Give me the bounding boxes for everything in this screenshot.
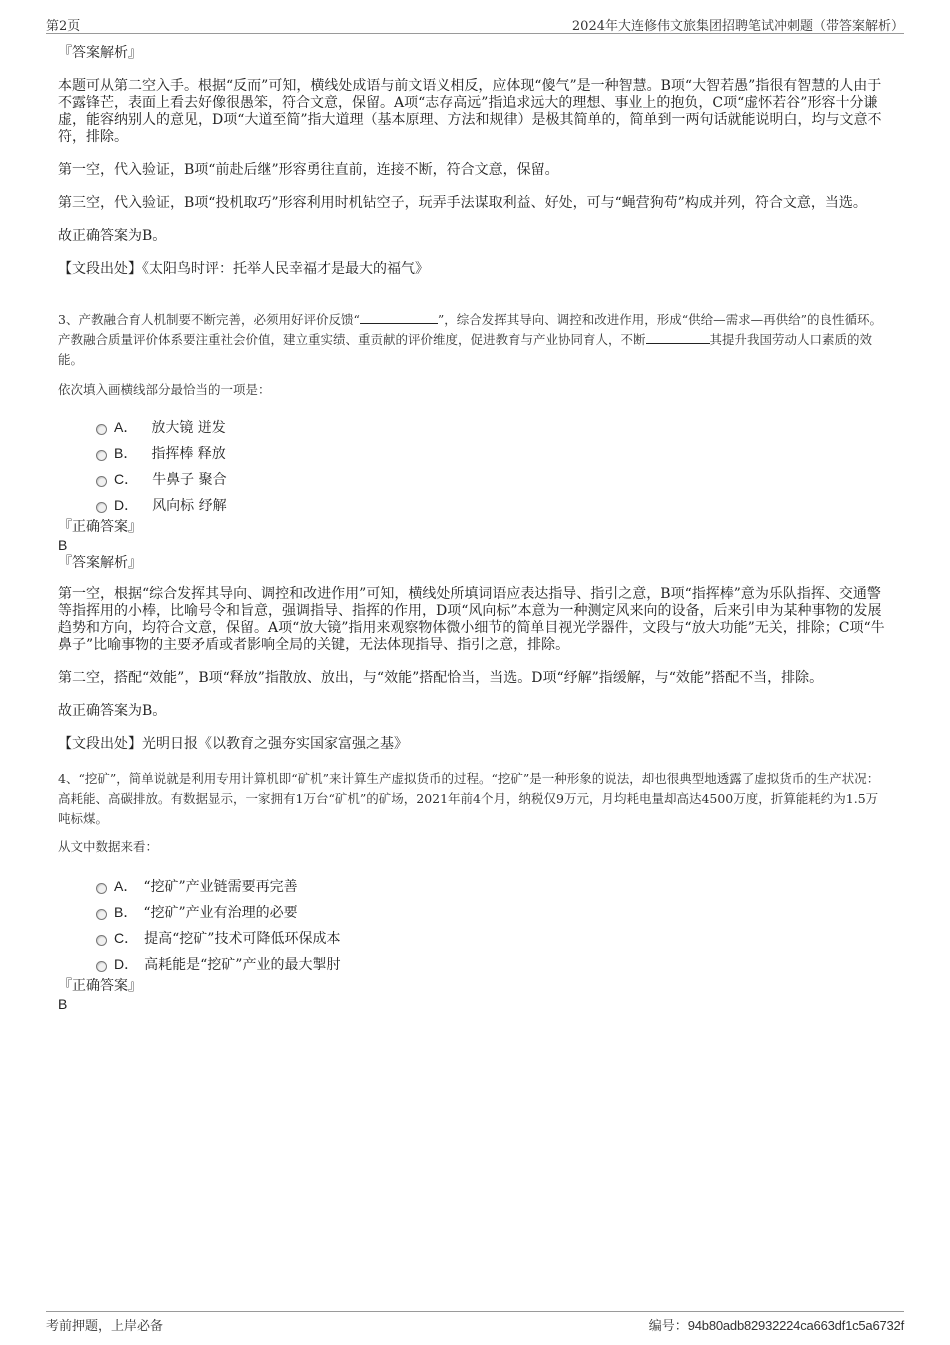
document-id-value: 94b80adb82932224ca663df1c5a6732f: [687, 1318, 904, 1333]
radio-button[interactable]: [96, 450, 107, 461]
page-content: [58, 44, 890, 1013]
radio-button[interactable]: [96, 502, 107, 513]
analysis-label: 『答案解析』: [58, 45, 142, 61]
option-b[interactable]: B． 指挥棒 释放: [96, 440, 890, 466]
document-title: 2024年大连修伟文旅集团招聘笔试冲刺题（带答案解析）: [571, 19, 904, 34]
question-prompt: 依次填入画横线部分最恰当的一项是：: [58, 382, 271, 397]
analysis-paragraph: 第三空，代入验证，B项“投机取巧”形容利用时机钻空子，玩弄手法谋取利益、好处，可与“蝇营狗苟”构成并列，符合文意，当选。: [58, 195, 867, 211]
radio-button[interactable]: [96, 935, 107, 946]
option-a[interactable]: A． 放大镜 迸发: [96, 414, 890, 440]
option-d[interactable]: D． 风向标 纾解: [96, 492, 890, 518]
analysis-paragraph: 第一空，代入验证，B项“前赴后继”形容勇往直前，连接不断，符合文意，保留。: [58, 162, 559, 178]
option-c[interactable]: C． 牛鼻子 聚合: [96, 466, 890, 492]
page-footer: [46, 1311, 904, 1334]
document-id: [649, 1315, 904, 1334]
analysis-paragraph: 第二空，搭配“效能”，B项“释放”指散放、放出，与“效能”搭配恰当，当选。D项“纾解”指缓解，与“效能”搭配不当，排除。: [58, 670, 824, 686]
analysis-paragraph: 本题可从第二空入手。根据“反而”可知，横线处成语与前文语义相反，应体现“傻气”是一种智慧。B项“大智若愚”指很有智慧的人由于不露锋芒，表面上看去好像很愚笨，符合文意，保留。A项“志存高远”指追求远大的理想、事业上的抱负，C项“虚怀若谷”形容十分谦虚，能容纳别人的意见，D项“大道至简”指大道理（基本原理、方法和规律）是极其简单的，简单到一两句话就能说明白，均与文意不符，排除。: [58, 78, 882, 145]
answer-blank: [360, 311, 438, 324]
page-number: 第2页: [46, 19, 81, 34]
correct-answer: B: [58, 996, 68, 1012]
analysis-label: 『答案解析』: [58, 555, 142, 571]
option-list: [96, 414, 890, 518]
document-id-label: 编号：: [648, 1319, 688, 1334]
option-d[interactable]: D． 高耗能是“挖矿”产业的最大掣肘: [96, 951, 890, 977]
option-c[interactable]: C． 提高“挖矿”技术可降低环保成本: [96, 925, 890, 951]
page-header: [46, 13, 904, 34]
passage-source: 【文段出处】光明日报《以教育之强夯实国家富强之基》: [58, 736, 408, 752]
radio-button[interactable]: [96, 883, 107, 894]
radio-button[interactable]: [96, 476, 107, 487]
correct-answer: B: [58, 537, 68, 553]
question-stem: 4、“挖矿”，简单说就是利用专用计算机即“矿机”来计算生产虚拟货币的过程。“挖矿”是一种形象的说法，却也很典型地透露了虚拟货币的生产状况：高耗能、高碳排放。有数据显示，一家拥有1万台“矿机”的矿场，2021年前4个月，纳税仅9万元，月均耗电量却高达4500万度，折算能耗约为1.5万吨标煤。: [58, 771, 880, 826]
footer-slogan: 考前押题，上岸必备: [46, 1319, 164, 1334]
radio-button[interactable]: [96, 961, 107, 972]
answer-conclusion: 故正确答案为B。: [58, 228, 167, 244]
question-stem: 3、产教融合育人机制要不断完善，必须用好评价反馈“ ”，综合发挥其导向、调控和改进作用，形成“供给—需求—再供给”的良性循环。产教融合质量评价体系要注重社会价值，建立重实绩、重贡献的评价维度，促进教育与产业协同育人，不断 其提升我国劳动人口素质的效能。: [58, 312, 883, 367]
radio-button[interactable]: [96, 909, 107, 920]
option-list: [96, 873, 890, 977]
correct-answer-label: 『正确答案』: [58, 978, 142, 994]
question-prompt: 从文中数据来看：: [58, 839, 159, 854]
answer-conclusion: 故正确答案为B。: [58, 703, 167, 719]
answer-blank: [646, 331, 710, 344]
passage-source: 【文段出处】《太阳鸟时评：托举人民幸福才是最大的福气》: [58, 261, 429, 277]
option-b[interactable]: B． “挖矿”产业有治理的必要: [96, 899, 890, 925]
radio-button[interactable]: [96, 424, 107, 435]
option-a[interactable]: A． “挖矿”产业链需要再完善: [96, 873, 890, 899]
analysis-paragraph: 第一空，根据“综合发挥其导向、调控和改进作用”可知，横线处所填词语应表达指导、指引之意，B项“指挥棒”意为乐队指挥、交通警等指挥用的小棒，比喻号令和旨意，强调指导、指挥的作用，D项“风向标”本意为一种测定风来向的设备，后来引申为某种事物的发展趋势和方向，均符合文意，保留。A项“放大镜”指用来观察物体微小细节的简单目视光学器件，文段与“放大功能”无关，排除；C项“牛鼻子”比喻事物的主要矛盾或者影响全局的关键，无法体现指导、指引之意，排除。: [58, 586, 885, 653]
correct-answer-label: 『正确答案』: [58, 519, 142, 535]
